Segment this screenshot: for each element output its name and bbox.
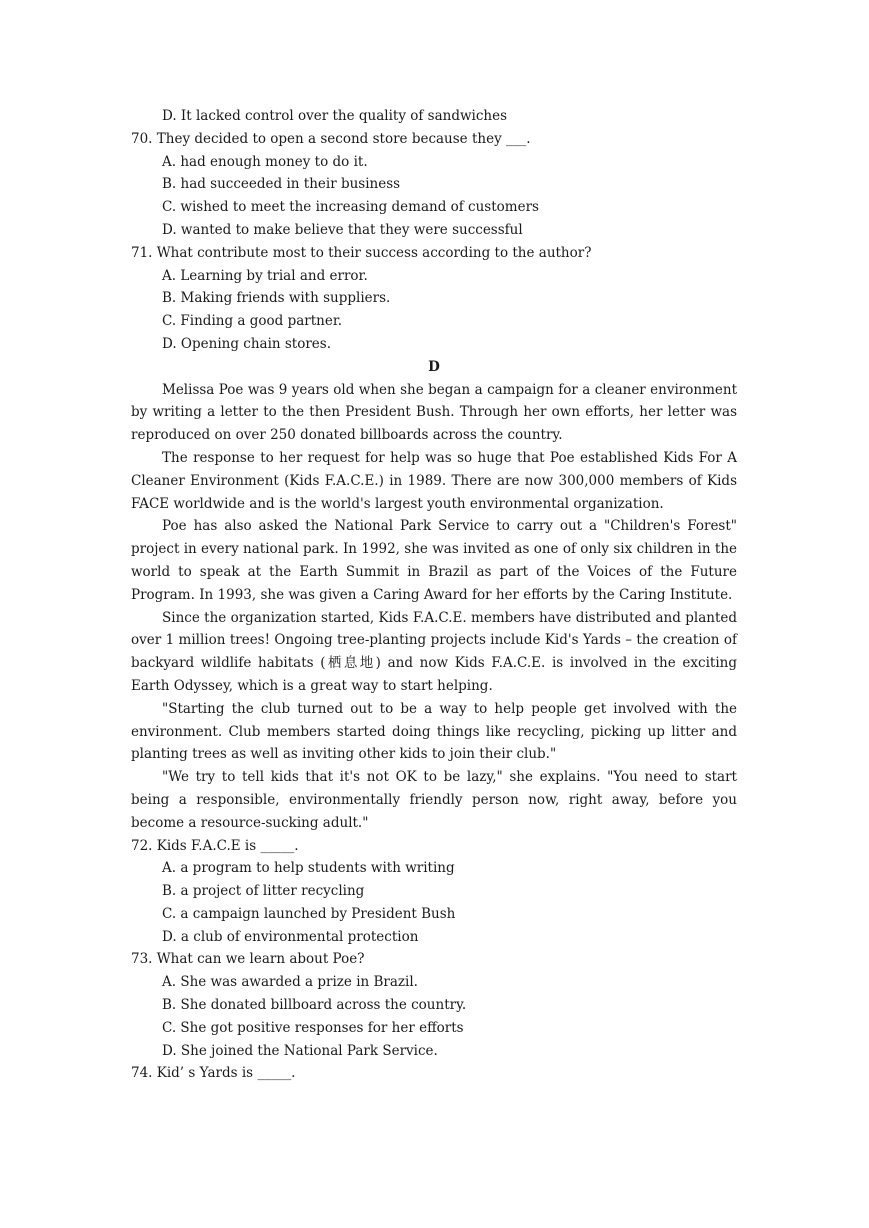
q72-option-d: D. a club of environmental protection — [162, 928, 419, 945]
q71-option-d: D. Opening chain stores. — [162, 335, 332, 352]
document-page — [131, 105, 737, 1085]
passage-paragraph: "We try to tell kids that it's not OK to be lazy," she explains. "You need to start being a responsible, environmentally friendly person now, right away, before you become a resource-sucking adult." — [131, 769, 737, 831]
q70-option-a: A. had enough money to do it. — [162, 153, 368, 170]
section-heading: D — [428, 358, 440, 375]
q72-option-c: C. a campaign launched by President Bush — [162, 905, 456, 922]
passage-paragraph: Poe has also asked the National Park Service to carry out a "Children's Forest" project in every national park. In 1992, she was invited as one of only six children in the world to speak at the Earth Summit in Brazil as part of the Voices of the Future Program. In 1993, she was given a Caring Award for her efforts by the Caring Institute. — [131, 518, 737, 603]
q73-option-d: D. She joined the National Park Service. — [162, 1042, 438, 1059]
q71-option-b: B. Making friends with suppliers. — [162, 290, 391, 307]
q70-option-b: B. had succeeded in their business — [162, 176, 401, 193]
q74-question: 74. Kid’ s Yards is _____. — [131, 1065, 296, 1082]
q72-question: 72. Kids F.A.C.E is _____. — [131, 837, 299, 854]
q73-question: 73. What can we learn about Poe? — [131, 951, 365, 968]
q71-option-c: C. Finding a good partner. — [162, 313, 343, 330]
passage-paragraph: Melissa Poe was 9 years old when she began a campaign for a cleaner environment by writing a letter to the then President Bush. Through her own efforts, her letter was reproduced on over 250 donated billboards across the country. — [131, 381, 737, 444]
q70-option-c: C. wished to meet the increasing demand of customers — [162, 199, 539, 216]
q72-option-b: B. a project of litter recycling — [162, 883, 365, 900]
passage-paragraph: "Starting the club turned out to be a way to help people get involved with the environment. Club members started doing things like recycling, picking up litter and planting trees as well as inviting other kids to join their club." — [131, 700, 737, 763]
q73-option-a: A. She was awarded a prize in Brazil. — [162, 974, 418, 991]
q71-option-a: A. Learning by trial and error. — [162, 267, 368, 284]
q70-question: 70. They decided to open a second store because they ___. — [131, 130, 531, 147]
q73-option-c: C. She got positive responses for her efforts — [162, 1019, 464, 1036]
q71-question: 71. What contribute most to their success according to the author? — [131, 244, 592, 261]
q72-option-a: A. a program to help students with writing — [162, 860, 455, 877]
q69-option-d: D. It lacked control over the quality of sandwiches — [162, 108, 508, 124]
passage-paragraph: The response to her request for help was so huge that Poe established Kids For A Cleaner Environment (Kids F.A.C.E.) in 1989. There are now 300,000 members of Kids FACE worldwide and is the world's largest youth environmental organization. — [131, 449, 737, 512]
q73-option-b: B. She donated billboard across the country. — [162, 997, 467, 1014]
passage-paragraph: Since the organization started, Kids F.A.C.E. members have distributed and planted over 1 million trees! Ongoing tree-planting projects include Kid's Yards – the creation of backyard wildlife habitats (栖息地) and now Kids F.A.C.E. is involved in the exciting Earth Odyssey, which is a great way to start helping. — [131, 609, 737, 694]
q70-option-d: D. wanted to make believe that they were successful — [162, 221, 523, 238]
